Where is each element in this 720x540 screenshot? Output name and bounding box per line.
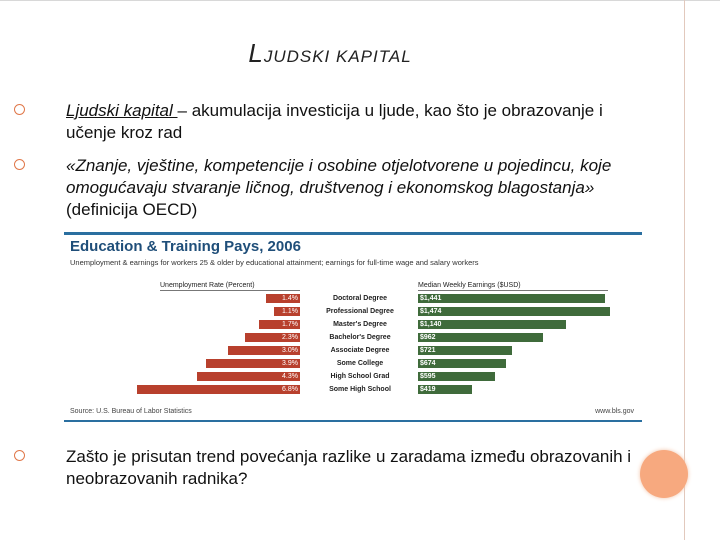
unemployment-value-label: 3.9% — [282, 360, 298, 367]
earnings-value-label: $1,474 — [420, 308, 442, 315]
earnings-bar — [418, 385, 472, 394]
earnings-header: Median Weekly Earnings ($USD) — [418, 282, 521, 289]
unemployment-value-label: 1.7% — [282, 321, 298, 328]
earnings-bar — [418, 307, 610, 316]
earnings-bar — [418, 333, 543, 342]
earnings-bar — [418, 320, 566, 329]
bullet-3-text: Zašto je prisutan trend povećanja razlike u zaradama između obrazovanih i neobrazovanih radnika? — [66, 447, 632, 488]
unemployment-value-label: 1.4% — [282, 295, 298, 302]
unemployment-bar — [206, 359, 300, 368]
decorative-circle — [640, 450, 688, 498]
category-label: Some College — [336, 360, 384, 367]
earnings-bar — [418, 372, 495, 381]
earnings-value-label: $1,140 — [420, 321, 442, 328]
chart-subtitle: Unemployment & earnings for workers 25 & older by educational attainment; earnings for full-time wage and salary workers — [70, 258, 479, 267]
category-label: Master's Degree — [333, 321, 387, 328]
bullet-marker-icon — [14, 450, 25, 461]
chart-bottom-border — [64, 420, 642, 422]
bullet-2-source: (definicija OECD) — [66, 200, 198, 219]
bullet-marker-icon — [14, 159, 25, 170]
earnings-value-label: $1,441 — [420, 295, 442, 302]
category-label: Doctoral Degree — [332, 295, 388, 302]
bullet-3 — [66, 446, 636, 490]
category-label: High School Grad — [330, 373, 390, 380]
unemployment-bar — [274, 307, 300, 316]
slide-title-rest: JUDSKI KAPITAL — [263, 47, 412, 66]
category-label: Associate Degree — [330, 347, 390, 354]
bullet-1 — [66, 100, 636, 144]
unemployment-bar — [245, 333, 300, 342]
unemployment-bar — [259, 320, 300, 329]
earnings-bar — [418, 294, 605, 303]
earnings-value-label: $674 — [420, 360, 436, 367]
slide-title — [0, 38, 660, 69]
unemployment-bar — [266, 294, 300, 303]
unemployment-bar — [197, 372, 300, 381]
earnings-bar — [418, 346, 512, 355]
unemployment-value-label: 3.0% — [282, 347, 298, 354]
chart-source: Source: U.S. Bureau of Labor Statistics — [70, 408, 192, 415]
unemployment-value-label: 2.3% — [282, 334, 298, 341]
unemployment-header-line — [160, 290, 300, 291]
bullet-1-dash: – — [177, 101, 187, 120]
education-chart — [64, 232, 642, 422]
earnings-header-line — [418, 290, 608, 291]
slide-title-cap: L — [248, 38, 264, 68]
unemployment-bar — [228, 346, 300, 355]
earnings-value-label: $595 — [420, 373, 436, 380]
unemployment-value-label: 4.3% — [282, 373, 298, 380]
unemployment-header: Unemployment Rate (Percent) — [160, 282, 255, 289]
unemployment-value-label: 6.8% — [282, 386, 298, 393]
bullet-1-text: akumulacija investicija u ljude, kao što je obrazovanje i učenje kroz rad — [66, 101, 603, 142]
earnings-bar — [418, 359, 506, 368]
unemployment-value-label: 1.1% — [282, 308, 298, 315]
earnings-value-label: $962 — [420, 334, 436, 341]
earnings-value-label: $721 — [420, 347, 436, 354]
chart-top-border — [64, 232, 642, 235]
unemployment-bar — [137, 385, 300, 394]
bullet-1-term: Ljudski kapital — [66, 101, 178, 120]
category-label: Some High School — [329, 386, 391, 393]
bullet-2-quote: «Znanje, vještine, kompetencije i osobine otjelotvorene u pojedincu, koje omogućavaju stvaranje ličnog, društvenog i ekonomskog blagostanja» — [66, 156, 612, 197]
earnings-value-label: $419 — [420, 386, 436, 393]
bullet-2 — [66, 155, 636, 221]
slide-right-border — [684, 0, 685, 540]
chart-url: www.bls.gov — [595, 408, 634, 415]
category-label: Bachelor's Degree — [329, 334, 391, 341]
bullet-marker-icon — [14, 104, 25, 115]
category-label: Professional Degree — [326, 308, 394, 315]
slide-top-border — [0, 0, 720, 1]
chart-title: Education & Training Pays, 2006 — [70, 238, 301, 255]
